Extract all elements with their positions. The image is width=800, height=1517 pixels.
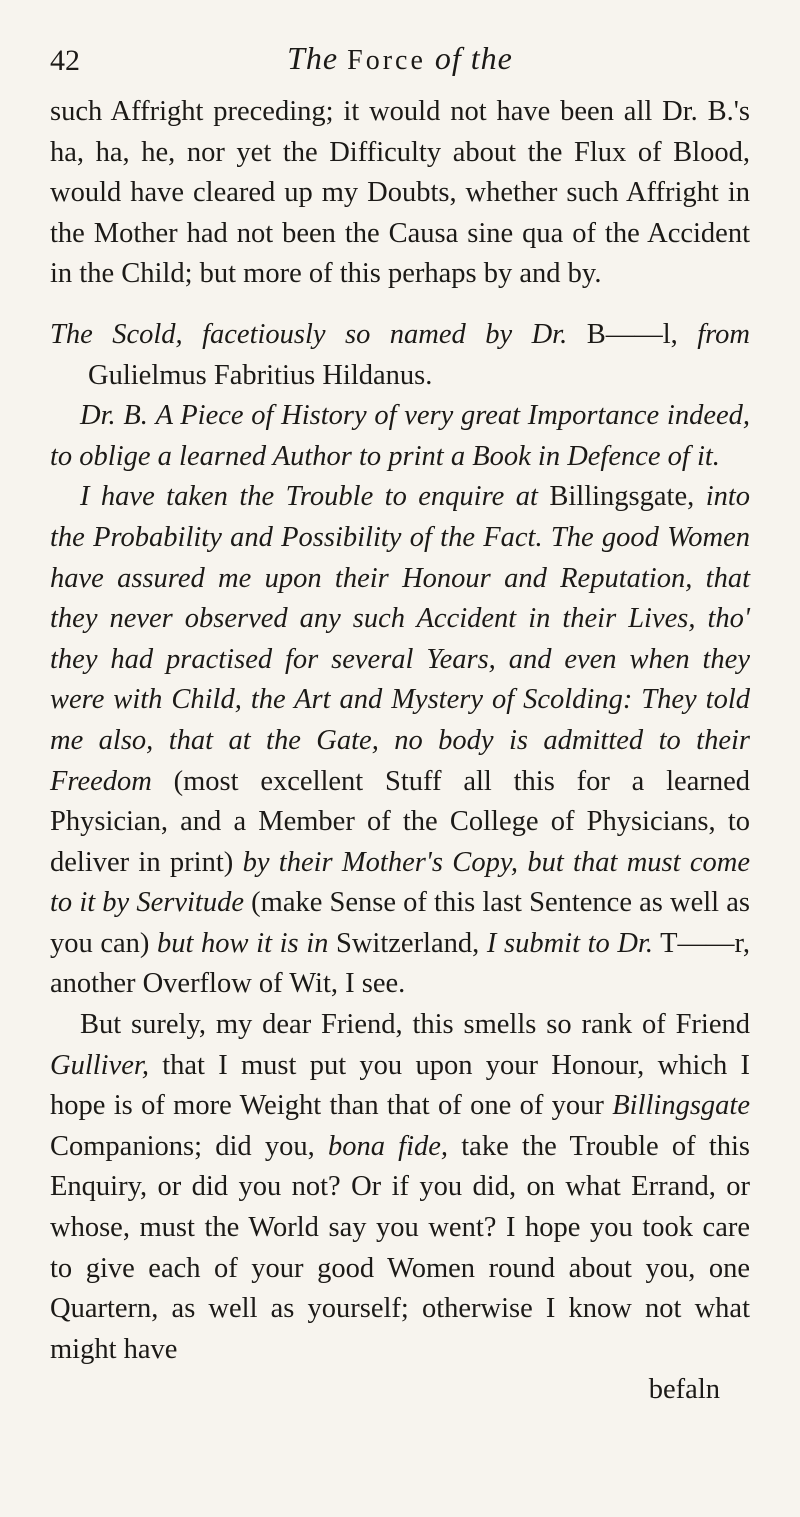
- p5-c: that I must put you upon your Honour, which I hope is of more Weight than that of one of your: [50, 1049, 750, 1122]
- paragraph-3-text: A Piece of History of very great Importance indeed, to oblige a learned Author to print a Book in Defence of it.: [50, 400, 750, 472]
- p4-c: into the Probability and Possibility of the Fact. The good Women have assured me upon their Honour and Reputation, that they never observed any such Accident in their Lives, tho' they had practised for several Years, and even when they were with Child, the Art and Mystery of Scolding: They told me also, that at the Gate, no body is admitted to their Freedom: [50, 481, 751, 797]
- p4-d: (most excellent Stuff all this for a learned Physician, and a Member of the College of Physicians, to deliver in print): [50, 765, 750, 878]
- running-head: [50, 40, 750, 77]
- quote-heading: [50, 315, 750, 396]
- p4-b: Billingsgate,: [549, 481, 695, 513]
- p5-f: bona fide,: [327, 1130, 449, 1162]
- paragraph-3-speaker: Dr. B.: [80, 400, 148, 432]
- quote-heading-italic: The Scold, facetiously so named by Dr.: [50, 318, 568, 350]
- p4-j: T——r, another Overflow of Wit, I see.: [50, 927, 750, 1000]
- paragraph-1: such Affright preceding; it would not have been all Dr. B.'s ha, ha, he, nor yet the Difficulty about the Flux of Blood, would have cleared up my Doubts, whether such Affright in the Mother had not been the Causa sine qua of the Accident in the Child; but more of this perhaps by and by.: [50, 96, 750, 290]
- running-head-word-3: of the: [434, 40, 513, 76]
- quote-heading-from: from: [697, 318, 750, 350]
- p5-d: Billingsgate: [612, 1090, 750, 1122]
- paragraph-3: [50, 396, 750, 477]
- body-text: [50, 92, 750, 1410]
- paragraph-4: [50, 477, 750, 1005]
- p5-g: take the Trouble of this Enquiry, or did you not? Or if you did, on what Errand, or whose, must the World say you went? I hope you took care to give each of your good Women round about you, one Quartern, as well as yourself; otherwise I know not what might have: [50, 1130, 751, 1365]
- running-head-word-2: Force: [347, 45, 426, 76]
- p4-h: Switzerland,: [336, 927, 480, 959]
- quote-heading-author: Gulielmus Fabritius Hildanus.: [88, 359, 433, 391]
- p4-a: I have taken the Trouble to enquire at: [80, 481, 538, 513]
- page-number: 42: [50, 44, 80, 77]
- paragraph-5: [50, 1005, 750, 1370]
- page-header: [50, 40, 750, 92]
- catchword: befaln: [648, 1374, 720, 1406]
- quote-heading-name: B——l,: [586, 318, 678, 350]
- p4-f: (make Sense of this last Sentence as well as you can): [50, 887, 750, 959]
- p5-b: Gulliver,: [50, 1049, 149, 1081]
- p4-g: but how it is in: [157, 927, 329, 959]
- running-head-word-1: The: [287, 40, 339, 76]
- p4-e: by their Mother's Copy, but that must come to it by Servitude: [50, 846, 750, 919]
- p4-i: I submit to Dr.: [486, 927, 654, 959]
- p5-e: Companions; did you,: [50, 1130, 315, 1162]
- p5-a: But surely, my dear Friend, this smells so rank of Friend: [80, 1009, 750, 1041]
